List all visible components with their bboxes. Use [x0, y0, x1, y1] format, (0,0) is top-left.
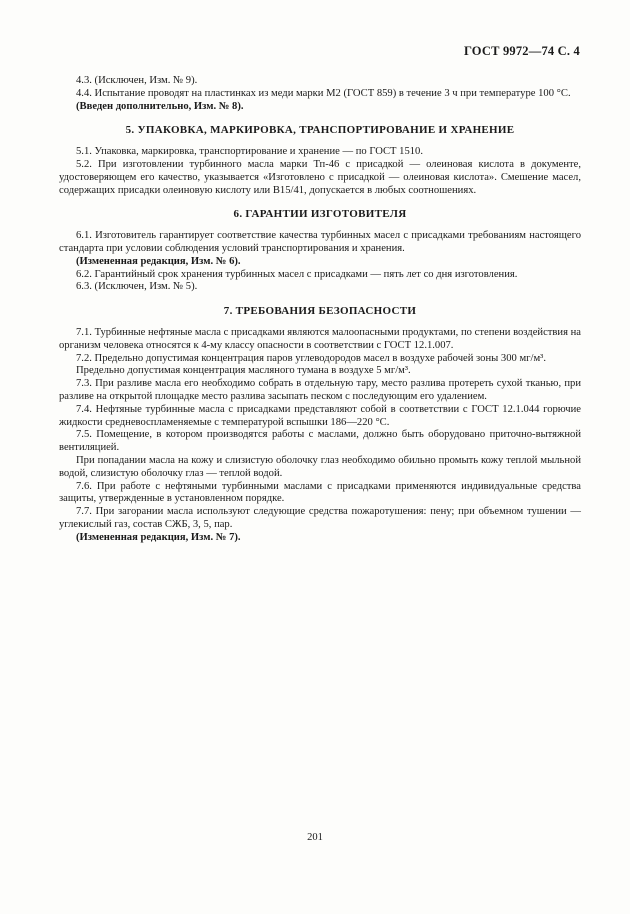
document-body [59, 75, 581, 545]
clause-7-7: 7.7. При загорании масла используют следующие средства пожаротушения: пену; при объемном тушении — углекислый газ, состав СЖБ, 3, 5, пар. [59, 506, 581, 530]
clause-7-1: 7.1. Турбинные нефтяные масла с присадками являются малоопасными продуктами, по степени воздействия на организм человека относятся к 4-му классу опасности в соответствии с ГОСТ 12.1.007. [59, 326, 581, 351]
section-7-title: 7. ТРЕБОВАНИЯ БЕЗОПАСНОСТИ [223, 305, 417, 318]
clause-4-3: 4.3. (Исключен, Изм. № 9). [76, 75, 198, 86]
clause-7-4: 7.4. Нефтяные турбинные масла с присадками представляют собой в соответствии с ГОСТ 12.1.044 горючие жидкости средневоспламеняемые с температурой вспышки 186—220 °С. [59, 403, 581, 428]
clause-7-5: 7.5. Помещение, в котором производятся работы с маслами, должно быть оборудовано приточно-вытяжной вентиляцией. [59, 429, 581, 454]
clause-6-3: 6.3. (Исключен, Изм. № 5). [76, 281, 198, 293]
clause-7-6: 7.6. При работе с нефтяными турбинными маслами с присадками применяются индивидуальные средства защиты, утвержденные в установленном порядке. [59, 480, 581, 505]
clause-5-2: 5.2. При изготовлении турбинного масла марки Тп-46 с присадкой — олеиновая кислота в документе, удостоверяющем его качество, указывается «Изготовлено с присадкой — олеиновая кислота». Смешение масел, содержащих присадки олеиновую кислоту или В15/41, допускается в любых соотношениях. [59, 158, 581, 196]
section-5-title: 5. УПАКОВКА, МАРКИРОВКА, ТРАНСПОРТИРОВАНИЕ И ХРАНЕНИЕ [125, 124, 515, 137]
clause-6-1: 6.1. Изготовитель гарантирует соответствие качества турбинных масел с присадками требованиям настоящего стандарта при условии соблюдения условий транспортирования и хранения. [59, 230, 581, 254]
clause-7-2: 7.2. Предельно допустимая концентрация паров углеводородов масел в воздухе рабочей зоны 300 мг/м³. [76, 352, 546, 364]
clause-7-7-note: (Измененная редакция, Изм. № 7). [76, 531, 241, 543]
clause-6-2: 6.2. Гарантийный срок хранения турбинных масел с присадками — пять лет со дня изготовления. [76, 268, 518, 280]
clause-5-1: 5.1. Упаковка, маркировка, транспортирование и хранение — по ГОСТ 1510. [76, 146, 423, 158]
clause-4-4-note: (Введен дополнительно, Изм. № 8). [76, 100, 244, 112]
clause-7-3: 7.3. При разливе масла его необходимо собрать в отдельную тару, место разлива протереть сухой тканью, при разливе на открытой площадке место разлива засыпать песком с последующим его удалением. [59, 378, 581, 402]
page-number: 201 [307, 832, 323, 843]
clause-7-2-b: Предельно допустимая концентрация масляного тумана в воздухе 5 мг/м³. [76, 365, 411, 377]
clause-6-1-note: (Измененная редакция, Изм. № 6). [76, 255, 241, 267]
section-6-title: 6. ГАРАНТИИ ИЗГОТОВИТЕЛЯ [233, 208, 407, 221]
clause-7-5-b: При попадании масла на кожу и слизистую оболочку глаз необходимо обильно промыть кожу теплой мыльной водой, слизистую оболочку глаз — теплой водой. [59, 454, 581, 479]
page-header: ГОСТ 9972—74 С. 4 [463, 44, 580, 58]
clause-4-4: 4.4. Испытание проводят на пластинках из меди марки М2 (ГОСТ 859) в течение 3 ч при температуре 100 °С. [76, 87, 571, 99]
